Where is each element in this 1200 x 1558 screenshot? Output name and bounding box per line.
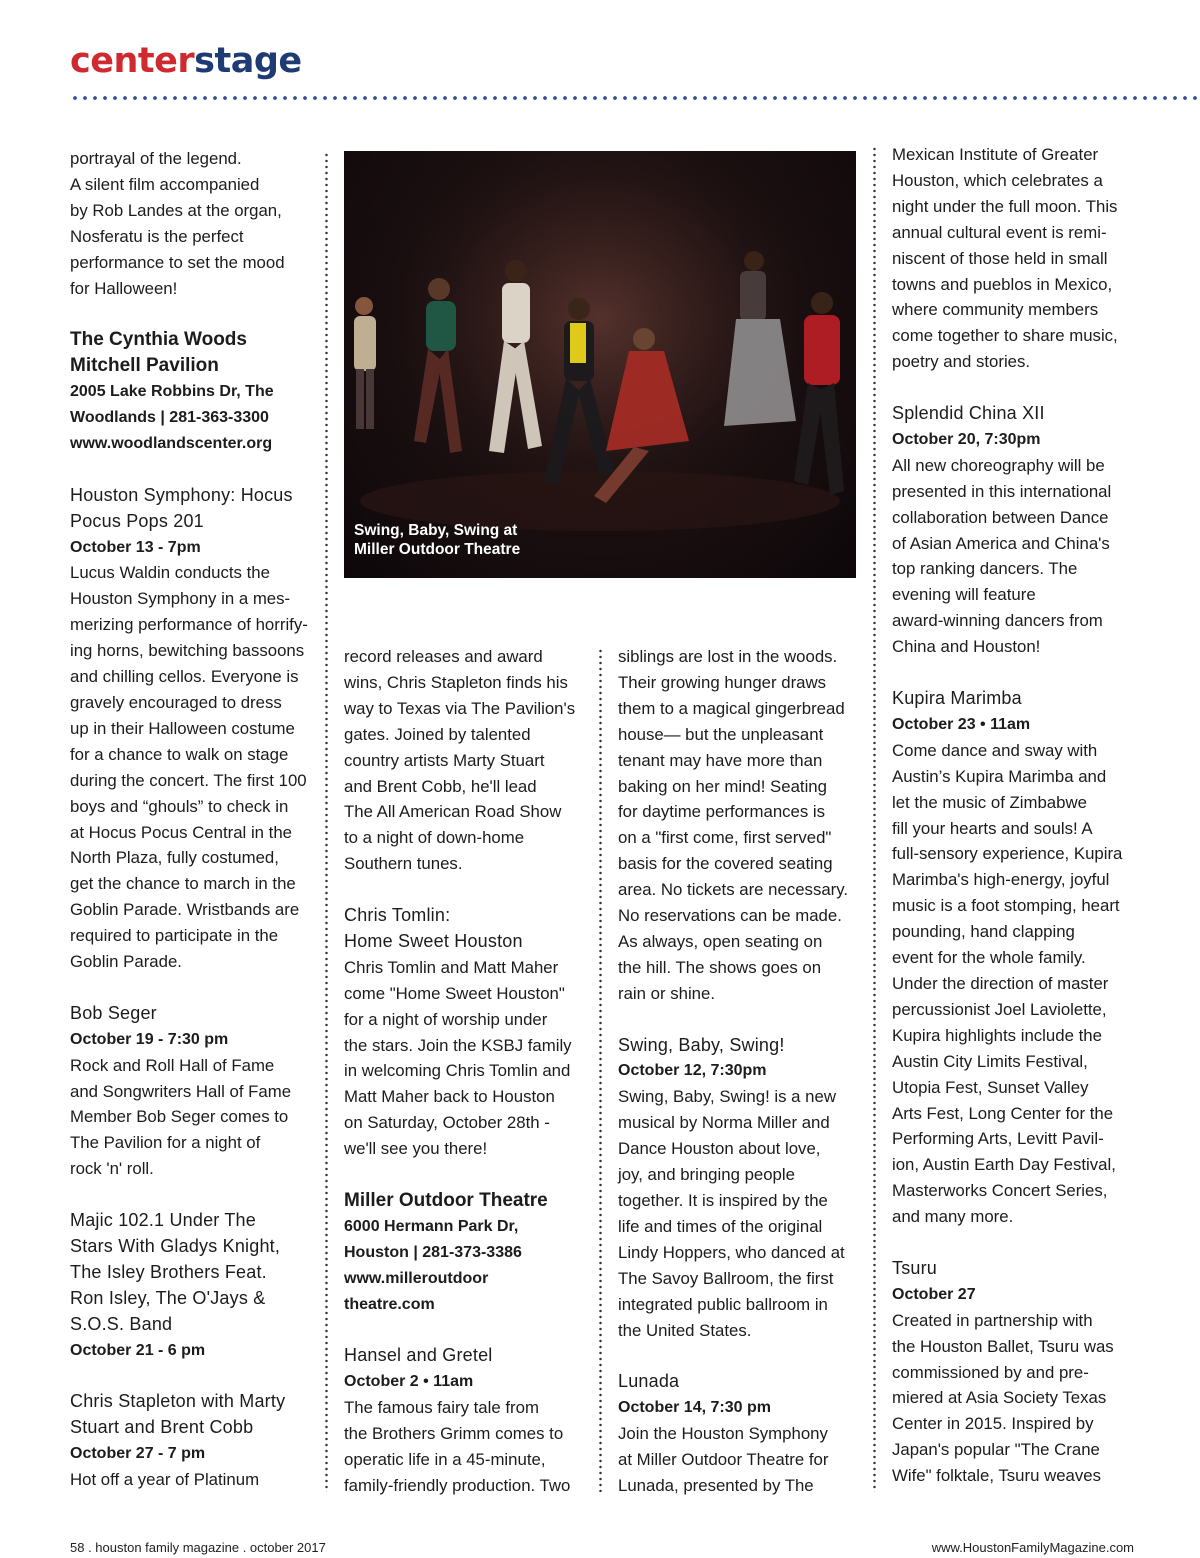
- text-line: The Savoy Ballroom, the first: [618, 1268, 834, 1288]
- text-line: Miller Outdoor Theatre: [344, 1190, 548, 1211]
- text-line: merizing performance of horrify-: [70, 615, 308, 635]
- text-line: where community members: [892, 300, 1099, 320]
- column-divider: [325, 152, 328, 1492]
- text-line: percussionist Joel Laviolette,: [892, 999, 1107, 1019]
- text-line: Come dance and sway with: [892, 740, 1098, 760]
- event-date: October 13 - 7pm: [70, 538, 201, 556]
- text-line: The famous fairy tale from: [344, 1398, 539, 1418]
- event-title: [70, 1208, 315, 1338]
- event-description: [70, 1053, 315, 1183]
- text-line: collaboration between Dance: [892, 507, 1109, 527]
- text-line: Mexican Institute of Greater: [892, 145, 1099, 164]
- event-description: [892, 738, 1137, 1230]
- caption-line: Miller Outdoor Theatre: [354, 541, 521, 558]
- text-line: event for the whole family.: [892, 948, 1086, 968]
- text-line: on a "first come, first served": [618, 828, 832, 848]
- text-line: country artists Marty Stuart: [344, 750, 545, 770]
- text-line: let the music of Zimbabwe: [892, 792, 1087, 812]
- event-title: [892, 401, 1137, 427]
- text-line: for Halloween!: [70, 278, 178, 298]
- text-line: www.woodlandscenter.org: [70, 434, 273, 452]
- event-title: [70, 1389, 315, 1441]
- text-line: family-friendly production. Two: [344, 1475, 571, 1495]
- event-date: October 14, 7:30 pm: [618, 1399, 771, 1417]
- caption-line: Swing, Baby, Swing at: [354, 522, 518, 539]
- text-line: Bob Seger: [70, 1002, 157, 1023]
- text-line: the hill. The shows goes on: [618, 957, 822, 977]
- text-line: for daytime performances is: [618, 802, 826, 822]
- text-line: baking on her mind! Seating: [618, 776, 827, 796]
- text-line: wins, Chris Stapleton finds his: [344, 672, 568, 692]
- text-line: The Pavilion for a night of: [70, 1133, 261, 1153]
- text-line: Marimba's high-energy, joyful: [892, 870, 1110, 890]
- text-line: Member Bob Seger comes to: [70, 1107, 289, 1127]
- text-line: gates. Joined by talented: [344, 724, 531, 744]
- text-line: Goblin Parade. Wristbands are: [70, 900, 300, 920]
- section-title: [70, 41, 302, 81]
- text-line: joy, and bringing people: [618, 1165, 795, 1185]
- text-line: S.O.S. Band: [70, 1313, 173, 1334]
- text-line: Tsuru: [892, 1257, 938, 1278]
- text-line: Wife" folktale, Tsuru weaves: [892, 1466, 1101, 1486]
- text-line: Center in 2015. Inspired by: [892, 1414, 1094, 1434]
- text-line: Mitchell Pavilion: [70, 355, 219, 377]
- event-date: October 27: [892, 1285, 976, 1303]
- venue-info: [70, 379, 315, 457]
- text-line: A silent film accompanied: [70, 174, 260, 194]
- text-line: Kupira highlights include the: [892, 1025, 1102, 1045]
- text-line: Created in partnership with: [892, 1310, 1093, 1330]
- text-line: evening will feature: [892, 585, 1036, 605]
- text-line: Matt Maher back to Houston: [344, 1087, 555, 1107]
- text-line: tenant may have more than: [618, 750, 823, 770]
- text-line: required to participate in the: [70, 926, 279, 946]
- text-line: at Miller Outdoor Theatre for: [618, 1450, 829, 1470]
- text-line: the United States.: [618, 1320, 752, 1340]
- text-line: Woodlands | 281-363-3300: [70, 409, 269, 427]
- text-line: for a chance to walk on stage: [70, 744, 289, 764]
- event-description: [344, 955, 589, 1162]
- event-title: [70, 483, 315, 535]
- event-title: [618, 1033, 863, 1059]
- text-line: presented in this international: [892, 481, 1112, 501]
- text-line: Southern tunes.: [344, 854, 463, 874]
- text-line: and Brent Cobb, he'll lead: [344, 776, 537, 796]
- text-line: full-sensory experience, Kupira: [892, 844, 1123, 864]
- text-line: Join the Houston Symphony: [618, 1424, 828, 1444]
- text-line: Houston Symphony in a mes-: [70, 589, 291, 609]
- text-line: www.milleroutdoor: [344, 1269, 489, 1287]
- text-line: poetry and stories.: [892, 352, 1031, 372]
- text-line: Austin’s Kupira Marimba and: [892, 766, 1107, 786]
- text-line: record releases and award: [344, 647, 543, 666]
- text-line: Swing, Baby, Swing! is a new: [618, 1087, 836, 1107]
- text-line: up in their Halloween costume: [70, 718, 295, 738]
- text-line: As always, open seating on: [618, 931, 823, 951]
- text-line: night under the full moon. This: [892, 196, 1118, 216]
- column-divider: [873, 146, 876, 1492]
- event-date: October 20, 7:30pm: [892, 430, 1041, 448]
- text-line: commissioned by and pre-: [892, 1362, 1089, 1382]
- text-line: Dance Houston about love,: [618, 1139, 821, 1159]
- event-title: [70, 1001, 315, 1027]
- text-line: The All American Road Show: [344, 802, 562, 822]
- text-line: and chilling cellos. Everyone is: [70, 667, 299, 687]
- text-line: Houston | 281-373-3386: [344, 1243, 522, 1261]
- text-line: siblings are lost in the woods.: [618, 647, 838, 666]
- text-line: Majic 102.1 Under The: [70, 1210, 256, 1231]
- text-line: Stars With Gladys Knight,: [70, 1236, 281, 1256]
- text-line: Under the direction of master: [892, 973, 1109, 993]
- text-line: towns and pueblos in Mexico,: [892, 274, 1113, 294]
- text-line: of Asian America and China's: [892, 533, 1110, 553]
- event-date: October 2 • 11am: [344, 1373, 474, 1391]
- event-description: [618, 1084, 863, 1343]
- section-title-part-2: stage: [194, 41, 302, 81]
- event-date: October 12, 7:30pm: [618, 1062, 767, 1080]
- event-title: [892, 686, 1137, 712]
- text-line: Houston, which celebrates a: [892, 170, 1103, 190]
- text-line: Stuart and Brent Cobb: [70, 1417, 254, 1438]
- text-line: area. No tickets are necessary.: [618, 880, 849, 900]
- section-title-part-1: center: [70, 41, 195, 81]
- event-title: [892, 1256, 1137, 1282]
- text-line: Home Sweet Houston: [344, 930, 523, 951]
- text-line: Chris Tomlin:: [344, 905, 451, 926]
- text-line: come "Home Sweet Houston": [344, 983, 565, 1003]
- text-line: Performing Arts, Levitt Pavil-: [892, 1129, 1104, 1149]
- text-line: Lucus Waldin conducts the: [70, 563, 270, 583]
- text-line: No reservations can be made.: [618, 906, 842, 926]
- text-line: China and Houston!: [892, 637, 1041, 657]
- text-line: gravely encouraged to dress: [70, 693, 282, 712]
- header-dotted-rule: [70, 96, 1200, 100]
- text-line: by Rob Landes at the organ,: [70, 200, 282, 220]
- text-line: we'll see you there!: [344, 1139, 488, 1159]
- text-line: North Plaza, fully costumed,: [70, 848, 279, 868]
- text-line: Their growing hunger draws: [618, 672, 827, 692]
- column-3: [618, 644, 863, 1499]
- intro-paragraph: [70, 146, 315, 301]
- text-line: theatre.com: [344, 1295, 435, 1313]
- text-line: musical by Norma Miller and: [618, 1113, 830, 1133]
- text-line: on Saturday, October 28th -: [344, 1113, 550, 1133]
- column-divider: [599, 648, 602, 1492]
- text-line: portrayal of the legend.: [70, 149, 242, 168]
- event-description: [618, 1421, 863, 1499]
- text-line: in welcoming Chris Tomlin and: [344, 1061, 571, 1081]
- event-description: [344, 1395, 589, 1499]
- event-title: [344, 1343, 589, 1369]
- text-line: Goblin Parade.: [70, 952, 182, 972]
- column-4: [892, 142, 1137, 1489]
- event-description: [892, 1308, 1137, 1489]
- text-line: Houston Symphony: Hocus: [70, 484, 293, 505]
- photo-caption: [354, 521, 520, 559]
- text-line: pounding, hand clapping: [892, 922, 1075, 942]
- column-1: [70, 146, 315, 1493]
- text-line: them to a magical gingerbread: [618, 698, 845, 718]
- text-line: operatic life in a 45-minute,: [344, 1450, 546, 1470]
- text-line: Lunada, presented by The: [618, 1475, 814, 1495]
- text-line: the Houston Ballet, Tsuru was: [892, 1336, 1114, 1356]
- text-line: Arts Fest, Long Center for the: [892, 1103, 1114, 1123]
- text-line: The Isley Brothers Feat.: [70, 1261, 267, 1282]
- text-line: and many more.: [892, 1207, 1014, 1227]
- text-line: for a night of worship under: [344, 1009, 548, 1029]
- intro-paragraph: [618, 644, 863, 1007]
- text-line: integrated public ballroom in: [618, 1294, 828, 1314]
- text-line: come together to share music,: [892, 326, 1118, 346]
- footer-website: www.HoustonFamilyMagazine.com: [931, 1540, 1134, 1555]
- event-description: [70, 1467, 315, 1493]
- text-line: Splendid China XII: [892, 403, 1045, 424]
- text-line: Hansel and Gretel: [344, 1345, 493, 1366]
- text-line: Rock and Roll Hall of Fame: [70, 1055, 275, 1075]
- text-line: Swing, Baby, Swing!: [618, 1034, 785, 1055]
- dancers-illustration: [344, 151, 856, 578]
- text-line: Austin City Limits Festival,: [892, 1051, 1088, 1071]
- text-line: life and times of the original: [618, 1216, 823, 1236]
- text-line: Nosferatu is the perfect: [70, 226, 244, 246]
- text-line: award-winning dancers from: [892, 611, 1103, 631]
- text-line: top ranking dancers. The: [892, 559, 1078, 579]
- text-line: Pocus Pops 201: [70, 510, 204, 531]
- event-title: [618, 1369, 863, 1395]
- text-line: during the concert. The first 100: [70, 770, 307, 790]
- text-line: fill your hearts and souls! A: [892, 818, 1093, 838]
- event-date: October 23 • 11am: [892, 715, 1031, 733]
- text-line: house— but the unpleasant: [618, 724, 824, 744]
- text-line: get the chance to march in the: [70, 874, 296, 894]
- text-line: Japan's popular "The Crane: [892, 1440, 1100, 1460]
- text-line: Chris Stapleton with Marty: [70, 1391, 286, 1412]
- text-line: 6000 Hermann Park Dr,: [344, 1217, 519, 1235]
- text-line: ion, Austin Earth Day Festival,: [892, 1155, 1116, 1175]
- footer-page-info: 58 . houston family magazine . october 2017: [70, 1540, 326, 1555]
- performance-photo: [344, 151, 856, 578]
- text-line: annual cultural event is remi-: [892, 222, 1107, 242]
- text-line: rain or shine.: [618, 983, 716, 1003]
- text-line: the stars. Join the KSBJ family: [344, 1035, 572, 1055]
- column-2: [344, 644, 589, 1499]
- venue-title: [344, 1188, 589, 1214]
- event-description: [892, 453, 1137, 660]
- text-line: Lindy Hoppers, who danced at: [618, 1242, 845, 1262]
- text-line: basis for the covered seating: [618, 854, 833, 874]
- venue-title: [70, 327, 315, 379]
- text-line: Kupira Marimba: [892, 688, 1022, 708]
- text-line: miered at Asia Society Texas: [892, 1388, 1107, 1408]
- venue-info: [344, 1214, 589, 1318]
- intro-paragraph: [892, 142, 1137, 375]
- text-line: Utopia Fest, Sunset Valley: [892, 1077, 1089, 1097]
- event-date: October 27 - 7 pm: [70, 1445, 206, 1463]
- text-line: Masterworks Concert Series,: [892, 1181, 1108, 1201]
- text-line: Lunada: [618, 1371, 680, 1392]
- event-date: October 19 - 7:30 pm: [70, 1030, 229, 1048]
- text-line: niscent of those held in small: [892, 248, 1108, 268]
- text-line: together. It is inspired by the: [618, 1191, 828, 1211]
- text-line: 2005 Lake Robbins Dr, The: [70, 383, 274, 401]
- text-line: Hot off a year of Platinum: [70, 1470, 260, 1490]
- text-line: boys and “ghouls” to check in: [70, 796, 289, 816]
- text-line: and Songwriters Hall of Fame: [70, 1081, 292, 1101]
- text-line: All new choreography will be: [892, 455, 1105, 475]
- text-line: at Hocus Pocus Central in the: [70, 822, 292, 842]
- text-line: performance to set the mood: [70, 252, 285, 272]
- event-description: [70, 560, 315, 975]
- event-title: [344, 903, 589, 955]
- text-line: way to Texas via The Pavilion's: [344, 698, 576, 718]
- text-line: to a night of down-home: [344, 828, 525, 848]
- text-line: the Brothers Grimm comes to: [344, 1424, 564, 1444]
- text-line: The Cynthia Woods: [70, 329, 247, 351]
- text-line: rock 'n' roll.: [70, 1159, 154, 1179]
- text-line: Ron Isley, The O'Jays &: [70, 1287, 266, 1308]
- event-date: October 21 - 6 pm: [70, 1341, 206, 1359]
- text-line: Chris Tomlin and Matt Maher: [344, 957, 559, 977]
- intro-paragraph: [344, 644, 589, 877]
- text-line: ing horns, bewitching bassoons: [70, 641, 305, 661]
- text-line: music is a foot stomping, heart: [892, 896, 1120, 916]
